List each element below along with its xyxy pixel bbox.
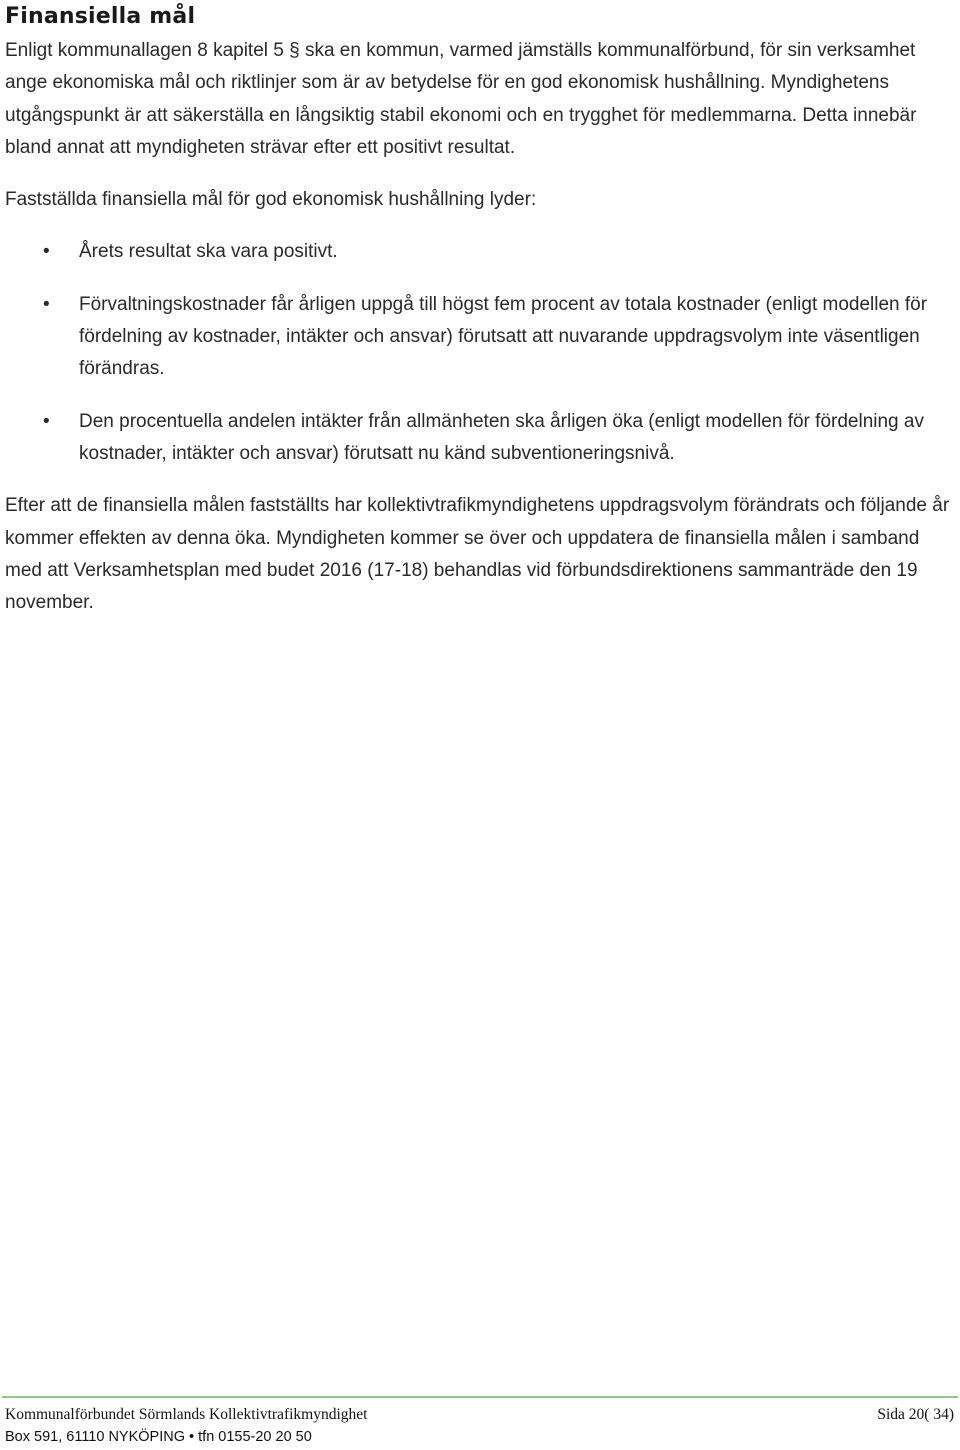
footer-organization: Kommunalförbundet Sörmlands Kollektivtrafikmyndighet bbox=[5, 1406, 368, 1423]
goals-lead-paragraph: Fastställda finansiella mål för god ekonomisk hushållning lyder: bbox=[5, 189, 537, 211]
list-item bbox=[5, 289, 955, 386]
document-body bbox=[5, 0, 955, 619]
goal-text: Den procentuella andelen intäkter från allmänheten ska årligen öka (enligt modellen för fördelning av kostnader, intäkter och ansvar) förutsatt nu känd subventioneringsnivå. bbox=[79, 410, 924, 464]
financial-goals-list bbox=[5, 236, 955, 470]
list-item bbox=[5, 236, 955, 268]
goal-text: Förvaltningskostnader får årligen uppgå till högst fem procent av totala kostnader (enligt modellen för fördelning av kostnader, intäkter och ansvar) förutsatt att nuvarande uppdragsvolym inte väsentligen förändras. bbox=[79, 293, 928, 380]
bullet-icon: • bbox=[43, 293, 50, 315]
page-number: Sida 20( 34) bbox=[877, 1406, 954, 1423]
list-item bbox=[5, 406, 955, 471]
page-footer bbox=[0, 1396, 960, 1450]
closing-paragraph: Efter att de finansiella målen fastställts har kollektivtrafikmyndighetens uppdragsvolym förändrats och följande år kommer effekten av denna öka. Myndigheten kommer se över och uppdatera de finansiella målen i samband med att Verksamhetsplan med budet 2016 (17-18) behandlas vid förbundsdirektionens sammanträde den 19 november. bbox=[5, 495, 950, 614]
goal-text: Årets resultat ska vara positivt. bbox=[79, 241, 338, 263]
section-title: Finansiella mål bbox=[5, 4, 196, 29]
bullet-icon: • bbox=[43, 410, 50, 432]
footer-address: Box 591, 61110 NYKÖPING • tfn 0155-20 20 50 bbox=[5, 1429, 312, 1445]
intro-paragraph: Enligt kommunallagen 8 kapitel 5 § ska en kommun, varmed jämställs kommunalförbund, för sin verksamhet ange ekonomiska mål och riktlinjer som är av betydelse för en god ekonomisk hushållning. Myndighetens utgångspunkt är att säkerställa en långsiktig stabil ekonomi och en trygghet för medlemmarna. Detta innebär bland annat att myndigheten strävar efter ett positivt resultat. bbox=[5, 40, 917, 158]
bullet-icon: • bbox=[43, 241, 50, 263]
footer-divider bbox=[2, 1396, 958, 1398]
